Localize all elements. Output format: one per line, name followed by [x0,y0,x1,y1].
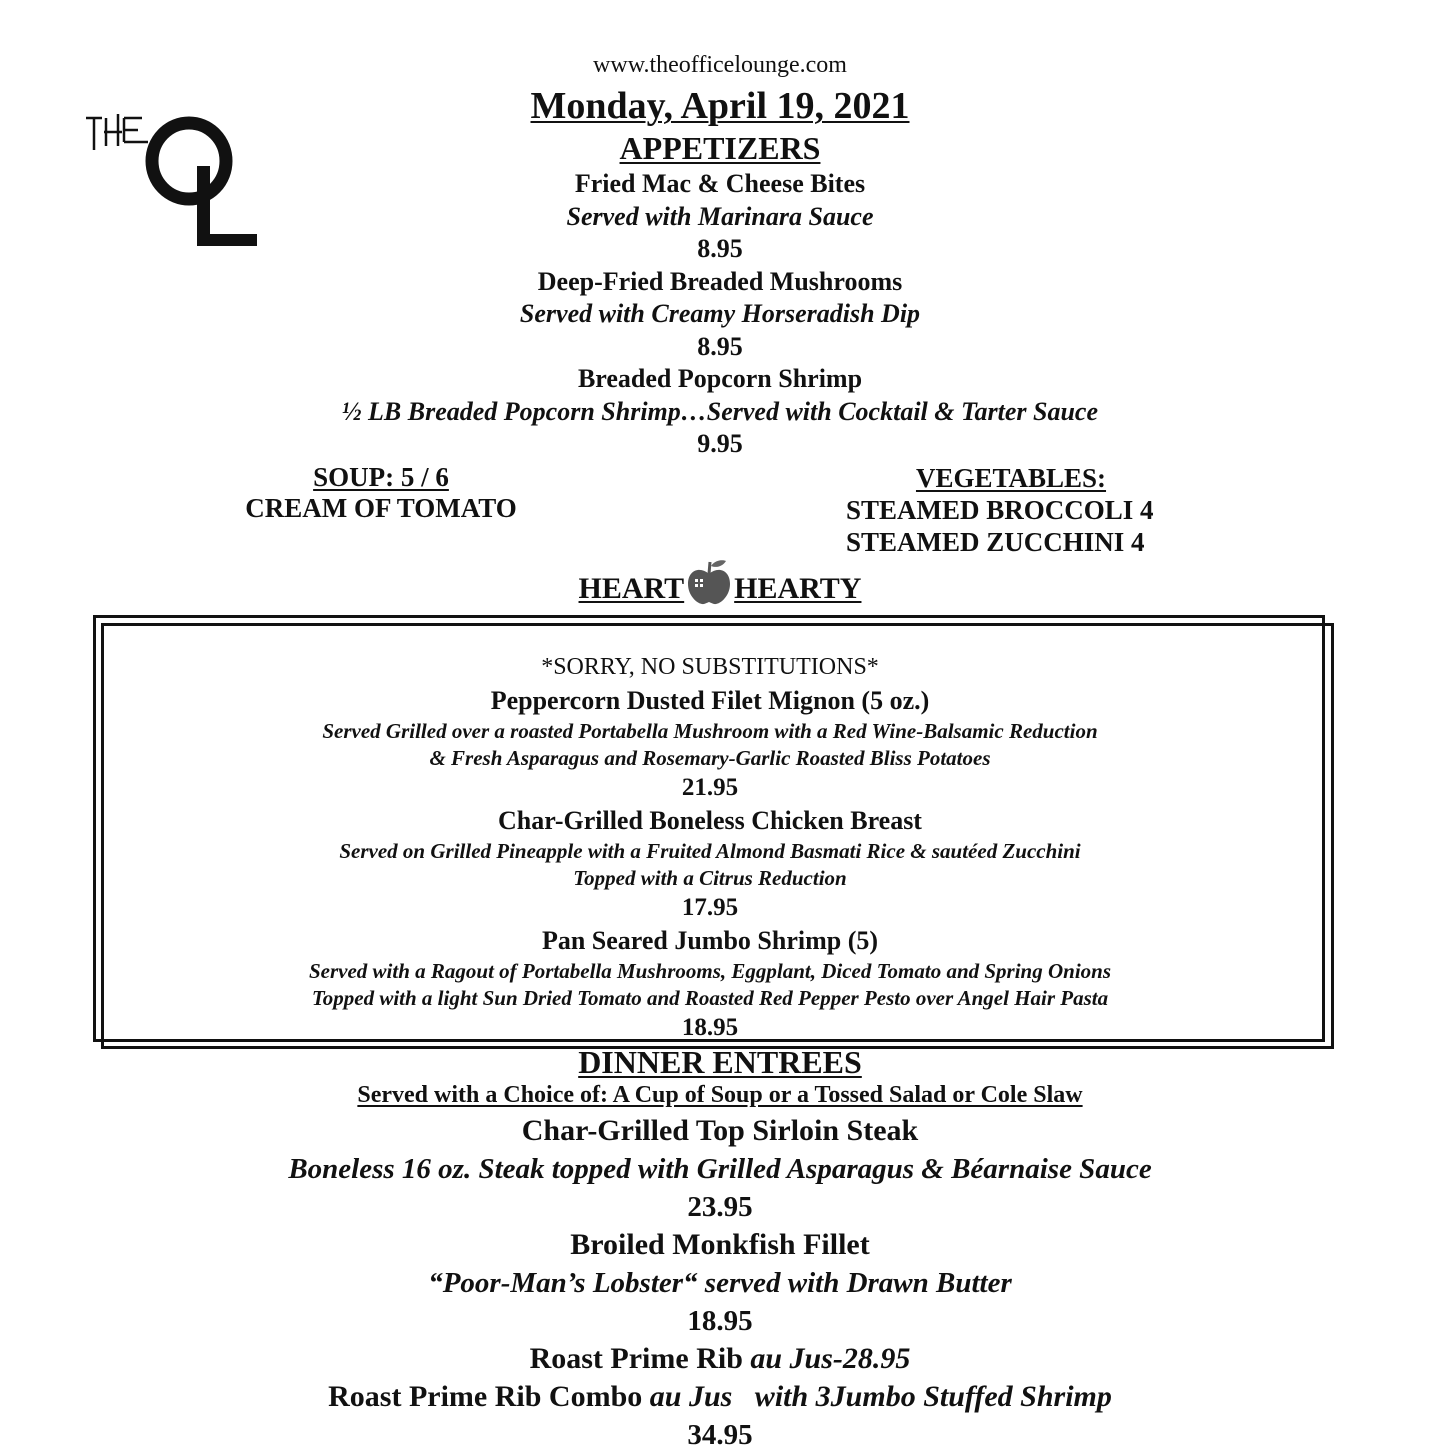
dinner-entrees-list [0,1112,1440,1454]
item-name: Pan Seared Jumbo Shrimp (5) [541,926,879,955]
item-name: Peppercorn Dusted Filet Mignon (5 oz.) [490,686,930,715]
item-name: Char-Grilled Boneless Chicken Breast [498,806,922,835]
item-price: 17.95 [681,894,739,921]
menu-date-text: Monday, April 19, 2021 [530,85,910,127]
item-description: Topped with a light Sun Dried Tomato and Roasted Red Pepper Pesto over Angel Hair Pasta [311,986,1109,1010]
vegetable-item: STEAMED ZUCCHINI 4 [846,527,1145,557]
prime-rib-item [0,1340,1440,1378]
appetizer-price: 8.95 [697,331,743,361]
no-substitutions-notice: *SORRY, NO SUBSTITUTIONS* [541,654,879,680]
prime-rib-combo-item [0,1378,1440,1416]
heart-hearty-item [110,924,1310,1044]
item-description: Served Grilled over a roasted Portabella Mushroom with a Red Wine-Balsamic Reduction [322,719,1098,743]
heart-hearty-item [110,804,1310,924]
dinner-item-description: Boneless 16 oz. Steak topped with Grilled Asparagus & Béarnaise Sauce [288,1153,1152,1185]
item-price: 21.95 [681,774,739,801]
appetizers-heading-text: APPETIZERS [619,130,821,166]
dinner-item-name: Broiled Monkfish Fillet [570,1228,870,1261]
item-description: Served with a Ragout of Portabella Mushrooms, Eggplant, Diced Tomato and Spring Onions [308,959,1112,983]
soup-heading: SOUP: 5 / 6 [313,462,449,492]
prime-rib-name: Roast Prime Rib [529,1342,751,1375]
dinner-item [0,1112,1440,1226]
dinner-item-description: “Poor-Man’s Lobster“ served with Drawn Butter [428,1267,1012,1299]
prime-rib-combo-suffix: au Jus with 3Jumbo Stuffed Shrimp [649,1380,1112,1413]
vegetables-heading: VEGETABLES: [915,463,1107,493]
dinner-item-name: Char-Grilled Top Sirloin Steak [521,1114,919,1147]
appetizer-description: Served with Marinara Sauce [566,201,874,231]
dinner-entrees-heading [0,1044,1440,1081]
apple-icon [686,558,732,606]
soup-item: CREAM OF TOMATO [245,493,517,523]
appetizers-heading [0,130,1440,167]
appetizers-list [0,168,1440,461]
item-description: Topped with a Citrus Reduction [573,866,847,890]
appetizer-name: Deep-Fried Breaded Mushrooms [537,266,903,296]
appetizer-description: ½ LB Breaded Popcorn Shrimp…Served with Cocktail & Tarter Sauce [342,396,1098,426]
appetizer-item [0,363,1440,461]
appetizer-price: 9.95 [697,429,743,458]
heart-hearty-left: HEART [578,572,685,605]
heart-hearty-item [110,684,1310,804]
appetizer-price: 8.95 [697,234,743,263]
prime-rib-suffix: au Jus-28.95 [750,1342,911,1375]
dinner-item [0,1226,1440,1340]
menu-date [0,84,1440,128]
prime-rib-combo-name: Roast Prime Rib Combo [328,1380,650,1413]
soup-section [236,462,526,524]
dinner-entrees-heading-text: DINNER ENTREES [578,1044,862,1080]
appetizer-name: Fried Mac & Cheese Bites [574,169,866,198]
item-description: Served on Grilled Pineapple with a Fruited Almond Basmati Rice & sautéed Zucchini [339,839,1081,863]
vegetable-item: STEAMED BROCCOLI 4 [846,495,1154,525]
appetizer-item [0,266,1440,364]
vegetables-section [846,462,1176,558]
appetizer-name: Breaded Popcorn Shrimp [577,364,863,393]
heart-hearty-right: HEARTY [734,572,862,605]
heart-hearty-heading [0,558,1440,606]
item-price: 18.95 [681,1014,739,1041]
appetizer-description: Served with Creamy Horseradish Dip [519,299,921,328]
prime-rib-combo-price: 34.95 [687,1419,753,1451]
dinner-item-price: 23.95 [687,1191,753,1223]
heart-hearty-list [110,650,1310,1044]
dinner-entrees-subtitle [0,1082,1440,1109]
appetizer-item [0,168,1440,266]
website-url: www.theofficelounge.com [593,52,847,78]
dinner-item-price: 18.95 [687,1305,753,1337]
item-description: & Fresh Asparagus and Rosemary-Garlic Roasted Bliss Potatoes [429,746,991,770]
dinner-entrees-subtitle-text: Served with a Choice of: A Cup of Soup or a Tossed Salad or Cole Slaw [357,1082,1083,1108]
